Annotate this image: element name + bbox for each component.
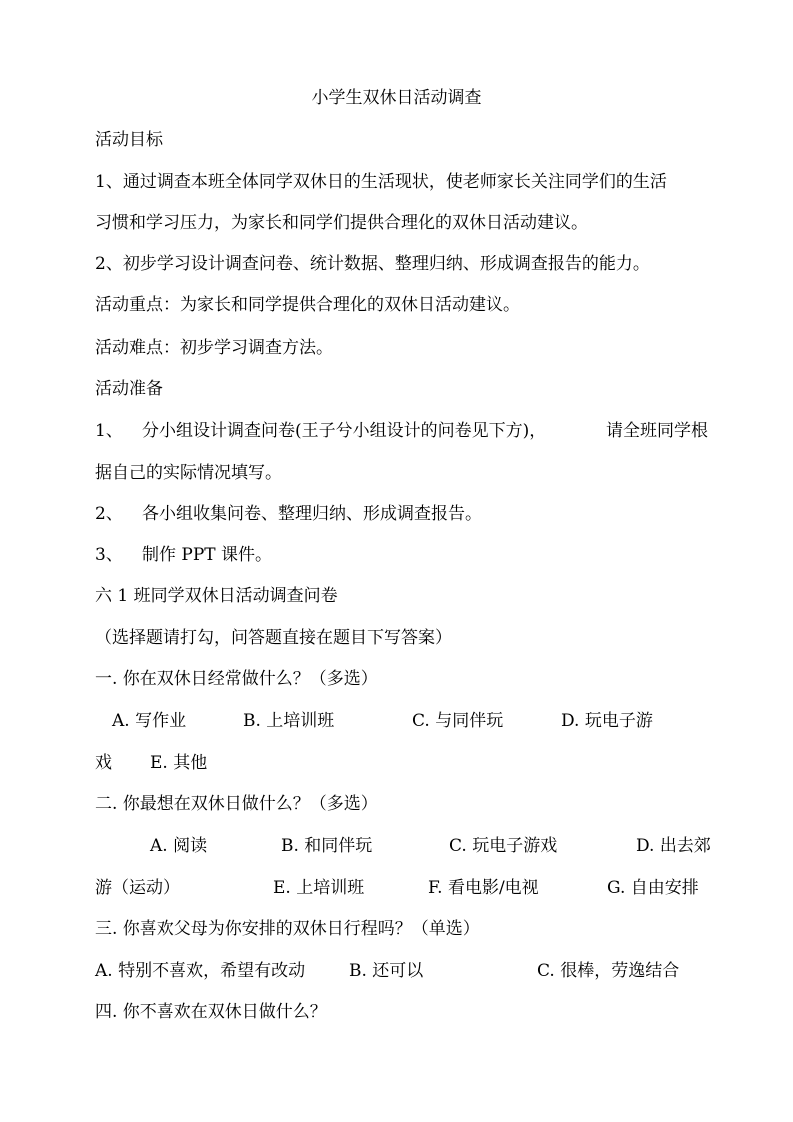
document-title: 小学生双休日活动调查: [311, 88, 482, 108]
prep-2-text: 各小组收集问卷、整理归纳、形成调查报告。: [142, 504, 482, 524]
q2-option-g: G. 自由安排: [607, 878, 699, 898]
q1-option-d-continued: 戏: [95, 753, 112, 773]
prep-1-text: 分小组设计调查问卷(王子兮小组设计的问卷见下方)，: [142, 421, 547, 441]
prep-1-line2: 据自己的实际情况填写。: [95, 463, 282, 483]
prep-2-number: 2、: [95, 504, 123, 524]
question-1: 一. 你在双休日经常做什么？（多选）: [95, 669, 378, 689]
goal-2: 2、初步学习设计调查问卷、统计数据、整理归纳、形成调查报告的能力。: [95, 254, 650, 274]
key-point: 活动重点：为家长和同学提供合理化的双休日活动建议。: [95, 295, 520, 315]
q3-option-b: B. 还可以: [349, 961, 424, 981]
q2-option-d: D. 出去郊: [636, 836, 711, 856]
prep-heading: 活动准备: [95, 379, 163, 399]
q3-option-c: C. 很棒，劳逸结合: [537, 961, 680, 981]
q2-option-e: E. 上培训班: [273, 878, 365, 898]
question-4: 四. 你不喜欢在双休日做什么？: [95, 1002, 327, 1022]
q2-option-d-continued: 游（运动）: [95, 878, 180, 898]
q3-option-a: A. 特别不喜欢，希望有改动: [95, 961, 306, 981]
goal-1-line1: 1、通过调查本班全体同学双休日的生活现状，使老师家长关注同学们的生活: [95, 172, 667, 192]
question-3: 三. 你喜欢父母为你安排的双休日行程吗？（单选）: [95, 919, 480, 939]
q1-option-a: A. 写作业: [112, 711, 187, 731]
q2-option-f: F. 看电影/电视: [428, 878, 539, 898]
goal-heading: 活动目标: [95, 130, 163, 150]
q2-option-a: A. 阅读: [150, 836, 208, 856]
survey-note: （选择题请打勾，问答题直接在题目下写答案）: [95, 628, 452, 648]
q2-option-c: C. 玩电子游戏: [449, 836, 558, 856]
prep-1-tail: 请全班同学根: [606, 421, 708, 441]
question-2: 二. 你最想在双休日做什么？（多选）: [95, 794, 378, 814]
prep-3-text: 制作 PPT 课件。: [142, 545, 273, 565]
prep-1-number: 1、: [95, 421, 123, 441]
q1-option-b: B. 上培训班: [243, 711, 335, 731]
goal-1-line2: 习惯和学习压力，为家长和同学们提供合理化的双休日活动建议。: [95, 213, 588, 233]
q1-option-c: C. 与同伴玩: [412, 711, 504, 731]
q2-option-b: B. 和同伴玩: [281, 836, 373, 856]
q1-option-d: D. 玩电子游: [561, 711, 653, 731]
prep-3-number: 3、: [95, 545, 123, 565]
q1-option-e: E. 其他: [150, 753, 208, 773]
survey-title: 六 1 班同学双休日活动调查问卷: [95, 586, 338, 606]
difficulty: 活动难点：初步学习调查方法。: [95, 338, 333, 358]
